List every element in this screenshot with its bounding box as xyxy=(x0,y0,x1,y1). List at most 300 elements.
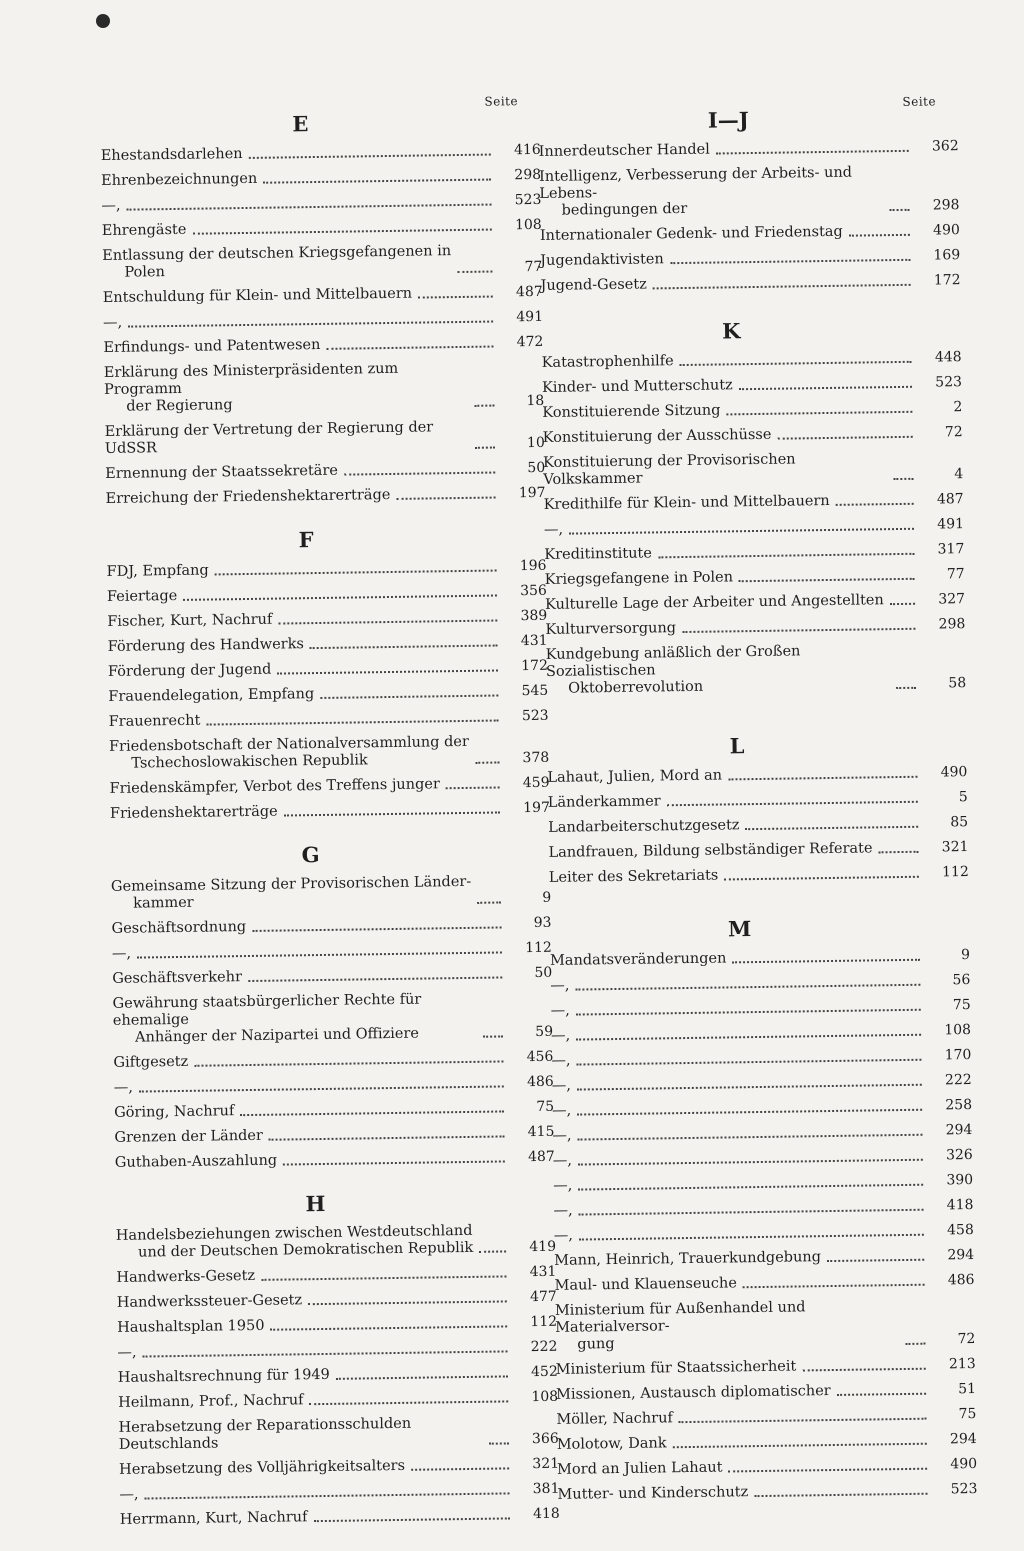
entry-text xyxy=(119,1458,405,1479)
entry-text xyxy=(540,277,646,295)
entry-title: Ministerium für Staatssicherheit xyxy=(555,1358,797,1378)
index-section xyxy=(541,315,966,698)
entry-text xyxy=(552,1128,571,1145)
page-number: 298 xyxy=(514,166,542,184)
entry-text xyxy=(539,164,884,220)
page-number: 75 xyxy=(536,1098,555,1116)
page-number: 93 xyxy=(533,914,552,932)
page-number: 197 xyxy=(523,799,551,817)
entry-continuation: Polen xyxy=(124,264,165,281)
dot-leader xyxy=(128,321,493,328)
entry-text xyxy=(554,1249,821,1270)
dot-leader xyxy=(578,1159,923,1166)
dot-leader xyxy=(183,595,497,601)
dot-leader xyxy=(893,478,913,480)
entry-title: Herabsetzung der Reparationsschulden Deutschlands xyxy=(118,1415,412,1453)
entry-title: Ehrenbezeichnungen xyxy=(101,170,258,189)
entry-title: Förderung der Jugend xyxy=(107,661,272,680)
entry-text xyxy=(547,767,722,786)
dot-leader xyxy=(483,1035,503,1037)
index-entry xyxy=(108,683,548,706)
index-entry xyxy=(556,1356,976,1379)
dot-leader xyxy=(569,528,914,535)
index-entry xyxy=(118,1364,558,1387)
dot-leader xyxy=(670,259,910,264)
entry-title: Geschäftsordnung xyxy=(111,919,247,937)
entry-title: Missionen, Austausch diplomatischer xyxy=(555,1383,831,1403)
dot-leader xyxy=(278,620,497,625)
entry-text xyxy=(108,636,304,656)
index-entry xyxy=(542,374,962,397)
entry-title: Giftgesetz xyxy=(113,1053,189,1071)
page-number: 197 xyxy=(518,484,546,502)
entry-text xyxy=(539,142,710,161)
entry-title: Ehestandsdarlehen xyxy=(100,146,243,164)
index-entry xyxy=(101,167,541,190)
entry-title: Gewährung staatsbürgerlicher Rechte für ehemalige xyxy=(112,991,422,1029)
entry-title: Frauenrecht xyxy=(108,712,201,730)
index-entry xyxy=(548,839,968,862)
page-number: 456 xyxy=(526,1048,554,1066)
index-entry xyxy=(556,1406,976,1429)
index-entry xyxy=(552,1072,972,1095)
dot-leader xyxy=(754,1493,927,1497)
entry-title: Förderung des Handwerks xyxy=(107,636,305,655)
page-number: 415 xyxy=(527,1123,555,1141)
entry-text xyxy=(548,793,661,812)
dot-leader xyxy=(411,1467,509,1470)
seite-label-left: Seite xyxy=(484,94,519,109)
index-entry xyxy=(111,873,551,913)
page-number: 72 xyxy=(957,1331,976,1348)
index-entry xyxy=(545,616,965,639)
index-entry xyxy=(554,1247,974,1270)
page-number: 85 xyxy=(950,814,969,831)
index-entry xyxy=(107,583,547,606)
page-number: 459 xyxy=(522,774,550,792)
index-entry xyxy=(552,1097,972,1120)
page-number: 448 xyxy=(934,349,962,366)
entry-text xyxy=(546,642,891,698)
page-number: 222 xyxy=(944,1072,972,1089)
dot-leader xyxy=(249,154,491,159)
index-entry xyxy=(111,915,551,938)
index-entry xyxy=(114,1099,554,1122)
entry-title: —, xyxy=(552,1102,572,1119)
entry-continuation: bedingungen der xyxy=(561,200,688,219)
entry-title: Kinder- und Mutterschutz xyxy=(541,377,733,396)
entry-title: Möller, Nachruf xyxy=(556,1410,673,1428)
index-entry xyxy=(542,399,962,422)
entry-text xyxy=(108,662,272,681)
entry-title: —, xyxy=(553,1177,573,1194)
page-number: 9 xyxy=(542,889,552,906)
dot-leader xyxy=(248,976,502,982)
dot-leader xyxy=(479,1250,506,1252)
index-entry xyxy=(542,349,962,372)
entry-text xyxy=(107,588,178,606)
entry-title: Ehrengäste xyxy=(101,221,187,239)
entry-title: Molotow, Dank xyxy=(556,1435,667,1453)
entry-text xyxy=(556,1410,673,1429)
page-number: 486 xyxy=(947,1272,975,1289)
page-number: 321 xyxy=(532,1455,560,1473)
entry-text xyxy=(542,402,720,421)
index-entry xyxy=(552,1122,972,1145)
entry-text xyxy=(112,946,131,963)
index-entry xyxy=(117,1289,557,1312)
page-number: 112 xyxy=(525,939,552,957)
entry-title: —, xyxy=(551,1052,571,1069)
entry-text xyxy=(556,1383,831,1404)
entry-text xyxy=(101,171,257,190)
entry-text xyxy=(117,1292,303,1312)
section-letter: M xyxy=(727,916,752,942)
dot-leader xyxy=(577,1059,922,1066)
page-number: 490 xyxy=(940,764,968,781)
entry-text xyxy=(554,1275,737,1295)
dot-leader xyxy=(724,876,919,881)
page-number: 487 xyxy=(527,1148,555,1166)
page-number: 108 xyxy=(514,216,542,234)
entry-title: Feiertage xyxy=(106,587,178,605)
entry-text xyxy=(552,1103,571,1120)
index-entry xyxy=(118,1389,558,1412)
index-entry xyxy=(545,591,965,614)
entry-title: —, xyxy=(543,521,564,538)
entry-text xyxy=(102,222,187,240)
entry-title: Entlassung der deutschen Kriegsgefangenen in xyxy=(102,243,452,264)
entry-text xyxy=(103,337,320,357)
index-entry xyxy=(119,1481,559,1504)
index-section xyxy=(106,524,550,823)
page-number: 545 xyxy=(521,682,549,700)
dot-leader xyxy=(879,851,919,854)
entry-title: Haushaltsrechnung für 1949 xyxy=(117,1366,330,1386)
page-number: 112 xyxy=(941,864,969,881)
index-entry xyxy=(551,997,971,1020)
entry-continuation: kammer xyxy=(133,894,194,912)
dot-leader xyxy=(143,1350,508,1357)
entry-text xyxy=(554,1228,573,1245)
index-entry xyxy=(108,658,548,681)
entry-title: —, xyxy=(550,977,570,994)
entry-text xyxy=(551,1053,570,1070)
dot-leader xyxy=(890,209,910,211)
dot-leader xyxy=(489,1442,509,1444)
entry-text xyxy=(103,286,413,307)
dot-leader xyxy=(579,1234,924,1241)
dot-leader xyxy=(727,411,913,416)
entry-title: Haushaltsplan 1950 xyxy=(117,1317,265,1336)
index-entry xyxy=(103,309,543,332)
entry-text xyxy=(111,919,246,938)
entry-title: Friedenshektarerträge xyxy=(109,803,278,822)
page-number: 169 xyxy=(933,247,961,264)
entry-title: Kreditinstitute xyxy=(544,545,653,563)
page-number: 77 xyxy=(946,566,965,583)
entry-text xyxy=(118,1392,304,1412)
entry-text xyxy=(545,592,884,614)
dot-leader xyxy=(446,786,500,789)
dot-leader xyxy=(474,405,494,407)
index-entry xyxy=(118,1414,558,1454)
dot-leader xyxy=(139,1085,504,1092)
dot-leader xyxy=(577,1084,922,1091)
entry-title: —, xyxy=(101,197,121,214)
entry-text xyxy=(542,353,674,372)
entry-text xyxy=(555,1298,900,1354)
entry-text xyxy=(104,360,469,416)
index-section xyxy=(115,1188,560,1529)
page-number: 458 xyxy=(946,1222,974,1239)
dot-leader xyxy=(269,1135,505,1140)
dot-leader xyxy=(277,669,498,674)
dot-leader xyxy=(145,1492,510,1499)
entry-title: Handwerks-Gesetz xyxy=(116,1267,256,1286)
dot-leader xyxy=(457,271,492,273)
entry-title: Handelsbeziehungen zwischen Westdeutschland xyxy=(115,1222,473,1244)
entry-title: Mord an Julien Lahaut xyxy=(557,1459,723,1478)
entry-title: Ernennung der Staatssekretäre xyxy=(105,462,339,482)
entry-title: Herabsetzung des Volljährigkeitsalters xyxy=(119,1457,406,1478)
entry-title: Jugend-Gesetz xyxy=(540,276,647,294)
entry-text xyxy=(116,1223,474,1262)
entry-text xyxy=(114,1103,234,1122)
index-entry xyxy=(553,1197,973,1220)
page-number: 523 xyxy=(514,191,542,209)
page-number: 294 xyxy=(947,1247,975,1264)
dot-leader xyxy=(743,1284,925,1289)
index-entry xyxy=(554,1272,974,1295)
index-column-right xyxy=(538,94,978,1526)
section-letter: E xyxy=(292,111,309,137)
index-entry xyxy=(117,1314,557,1337)
entry-continuation: Anhänger der Nazipartei und Offiziere xyxy=(134,1025,420,1046)
page-number: 56 xyxy=(952,972,971,989)
index-entry xyxy=(549,864,969,887)
entry-title: Frauendelegation, Empfang xyxy=(108,686,315,705)
section-letter: H xyxy=(305,1190,326,1217)
page-number: 486 xyxy=(526,1073,554,1091)
page-number: 431 xyxy=(529,1263,557,1281)
index-entry xyxy=(102,217,542,240)
index-entry xyxy=(115,1149,555,1172)
entry-text xyxy=(113,991,478,1047)
dot-leader xyxy=(732,959,920,964)
entry-continuation: Tschechoslowakischen Republik xyxy=(131,752,368,772)
dot-leader xyxy=(739,578,915,582)
dot-leader xyxy=(680,361,912,366)
index-entry xyxy=(539,163,960,220)
entry-text xyxy=(114,1080,133,1097)
index-entry xyxy=(110,800,550,823)
entry-title: —, xyxy=(551,1077,571,1094)
entry-continuation: Oktoberrevolution xyxy=(568,678,704,697)
page-number: 487 xyxy=(936,491,964,508)
dot-leader xyxy=(477,901,501,903)
page-number: 321 xyxy=(941,839,969,856)
index-entry xyxy=(544,491,964,514)
index-entry xyxy=(102,242,542,282)
dot-leader xyxy=(578,1184,923,1191)
entry-text xyxy=(115,1153,278,1172)
index-entry xyxy=(113,990,554,1047)
entry-title: Kulturversorgung xyxy=(545,620,677,638)
dot-leader xyxy=(320,694,498,698)
entry-title: —, xyxy=(550,1027,571,1044)
entry-continuation: gung xyxy=(577,1336,615,1353)
page-number: 5 xyxy=(958,789,968,806)
index-entry xyxy=(104,359,545,416)
entry-title: —, xyxy=(550,1002,570,1019)
dot-leader xyxy=(658,553,914,559)
entry-title: Konstituierende Sitzung xyxy=(542,402,721,421)
dot-leader xyxy=(310,1400,509,1405)
entry-text xyxy=(118,1415,482,1454)
section-letter: L xyxy=(729,733,745,759)
index-section xyxy=(547,730,969,887)
page-number: 9 xyxy=(960,947,971,964)
dot-leader xyxy=(905,1343,925,1345)
page-number: 490 xyxy=(950,1456,978,1473)
dot-leader xyxy=(418,296,493,299)
page-number: 418 xyxy=(946,1197,974,1214)
entry-text xyxy=(119,1487,138,1504)
index-entry xyxy=(539,138,959,161)
dot-leader xyxy=(849,234,910,237)
dot-leader xyxy=(336,1375,508,1379)
index-entry xyxy=(557,1481,977,1504)
page-number: 326 xyxy=(945,1147,973,1164)
dot-leader xyxy=(344,472,495,476)
page-number: 317 xyxy=(937,541,965,558)
page-number: 390 xyxy=(946,1172,974,1189)
entry-text xyxy=(540,251,664,270)
entry-title: FDJ, Empfang xyxy=(106,562,209,580)
dot-leader xyxy=(192,229,491,235)
section-letter: F xyxy=(298,527,314,553)
dot-leader xyxy=(746,826,919,830)
page-number: 416 xyxy=(513,141,541,159)
entry-title: Grenzen der Länder xyxy=(114,1127,264,1146)
index-entry xyxy=(113,1049,553,1072)
dot-leader xyxy=(667,801,918,807)
entry-title: Erklärung der Vertretung der Regierung der UdSSR xyxy=(104,419,434,457)
entry-text xyxy=(540,224,843,245)
entry-text xyxy=(109,734,469,773)
entry-text xyxy=(101,146,243,165)
page-number: 50 xyxy=(527,459,546,477)
entry-title: Friedensbotschaft der Nationalversammlung der xyxy=(108,733,470,755)
dot-leader xyxy=(137,951,502,958)
page-number: 108 xyxy=(531,1388,559,1406)
page-number: 294 xyxy=(945,1122,973,1139)
index-entry xyxy=(550,947,970,970)
dot-leader xyxy=(679,1418,927,1423)
entry-title: Göring, Nachruf xyxy=(114,1103,235,1121)
entry-text xyxy=(543,427,772,447)
entry-text xyxy=(103,315,122,332)
page-number: 477 xyxy=(529,1288,557,1306)
entry-title: Entschuldung für Klein- und Mittelbauern xyxy=(102,285,413,306)
index-entry xyxy=(557,1456,977,1479)
dot-leader xyxy=(579,1209,924,1216)
entry-title: Erreichung der Friedenshektarerträge xyxy=(105,486,391,507)
entry-title: Kredithilfe für Klein- und Mittelbauern xyxy=(543,492,830,513)
index-entry xyxy=(108,633,548,656)
entry-title: Fischer, Kurt, Nachruf xyxy=(107,611,273,630)
index-entry xyxy=(540,247,960,270)
page-number: 72 xyxy=(944,424,963,441)
entry-text xyxy=(105,419,469,458)
entry-title: Katastrophenhilfe xyxy=(541,353,674,371)
dot-leader xyxy=(127,204,492,211)
index-section xyxy=(100,108,545,508)
dot-leader xyxy=(576,1034,921,1041)
page-number: 10 xyxy=(526,434,545,452)
page-number: 298 xyxy=(932,197,960,214)
entry-text xyxy=(553,1153,572,1170)
entry-continuation: der Regierung xyxy=(126,397,233,415)
dot-leader xyxy=(728,776,917,781)
seite-label-right: Seite xyxy=(902,94,937,109)
entry-title: Friedenskämpfer, Verbot des Treffens junger xyxy=(109,776,440,797)
entry-title: Erfindungs- und Patentwesen xyxy=(103,336,321,356)
entry-title: Internationaler Gedenk- und Friedenstag xyxy=(539,223,843,244)
index-entry xyxy=(548,814,968,837)
entry-text xyxy=(111,874,472,913)
entry-title: —, xyxy=(113,1079,134,1096)
index-entry xyxy=(103,284,543,307)
page-number: 491 xyxy=(937,516,965,533)
entry-title: Kundgebung anläßlich der Großen Sozialistischen xyxy=(545,643,801,680)
page-number: 108 xyxy=(944,1022,972,1039)
index-entry xyxy=(540,222,960,245)
entry-title: Ministerium für Außenhandel und Materialversor- xyxy=(554,1299,806,1336)
dot-leader xyxy=(836,503,914,506)
entry-text xyxy=(544,493,830,514)
page-number: 77 xyxy=(524,258,543,276)
dot-leader xyxy=(240,1110,504,1116)
index-entry xyxy=(101,192,541,215)
entry-text xyxy=(117,1318,265,1337)
entry-text xyxy=(112,969,242,988)
page-number: 491 xyxy=(516,308,544,326)
index-entry xyxy=(105,460,545,483)
index-entry xyxy=(109,733,549,773)
page-number: 356 xyxy=(520,582,548,600)
entry-title: Erklärung des Ministerpräsidenten zum Programm xyxy=(103,360,399,398)
page-number: 523 xyxy=(935,374,963,391)
dot-leader xyxy=(682,628,915,633)
page-number: 51 xyxy=(958,1381,977,1398)
entry-text xyxy=(110,776,440,798)
index-section xyxy=(538,104,961,295)
entry-text xyxy=(548,840,872,862)
entry-text xyxy=(549,868,719,887)
page-number: 327 xyxy=(938,591,966,608)
index-entry xyxy=(551,1022,971,1045)
dot-leader xyxy=(263,179,491,184)
entry-text xyxy=(550,978,569,995)
entry-text xyxy=(551,1003,570,1020)
index-entry xyxy=(556,1381,976,1404)
dot-leader xyxy=(673,1443,927,1449)
dot-leader xyxy=(271,1325,508,1330)
entry-text xyxy=(544,522,563,539)
page-number: 75 xyxy=(952,997,971,1014)
